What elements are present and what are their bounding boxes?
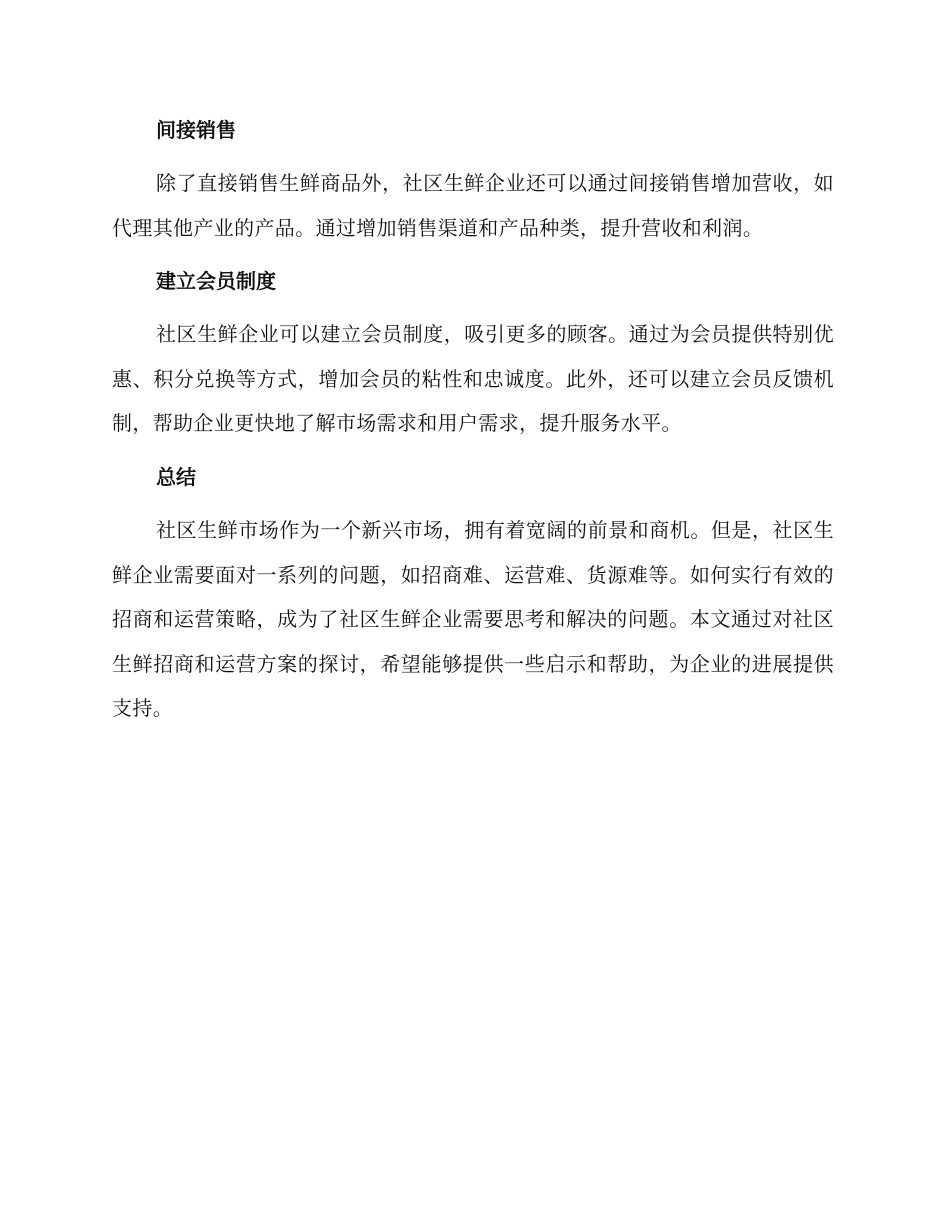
- section-heading: 间接销售: [156, 118, 236, 142]
- section-paragraph: 社区生鲜市场作为一个新兴市场，拥有着宽阔的前景和商机。但是，社区生鲜企业需要面对一系列的问题，如招商难、运营难、货源难等。如何实行有效的招商和运营策略，成为了社区生鲜企业需要思考和解决的问题。本文通过对社区生鲜招商和运营方案的探讨，希望能够提供一些启示和帮助，为企业的进展提供支持。: [112, 517, 834, 721]
- section-indirect-sales: [112, 108, 834, 250]
- section-paragraph: 社区生鲜企业可以建立会员制度，吸引更多的顾客。通过为会员提供特别优惠、积分兑换等方式，增加会员的粘性和忠诚度。此外，还可以建立会员反馈机制，帮助企业更快地了解市场需求和用户需求，提升服务水平。: [112, 322, 834, 436]
- section-summary: [112, 455, 834, 731]
- section-paragraph: 除了直接销售生鲜商品外，社区生鲜企业还可以通过间接销售增加营收，如代理其他产业的产品。通过增加销售渠道和产品种类，提升营收和利润。: [112, 171, 834, 240]
- section-heading: 总结: [156, 464, 196, 489]
- section-membership: [112, 259, 834, 446]
- section-heading: 建立会员制度: [156, 269, 276, 294]
- document-page: [112, 108, 834, 740]
